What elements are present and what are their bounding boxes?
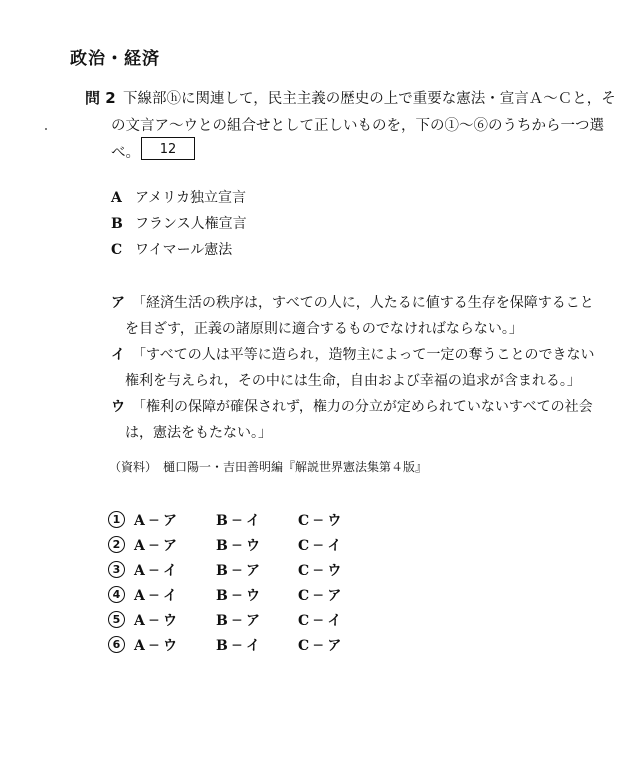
choice-pair-c: C ─ ウ	[298, 513, 342, 529]
choice-number: 3	[108, 561, 125, 578]
quote-text-line-2: 権利を与えられ，その中には生命，自由および幸福の追求が含まれる。」	[125, 373, 581, 389]
quote-text-line-1: 「権利の保障が確保されず，権力の分立が定められていないすべての社会	[132, 399, 593, 415]
choice-pair-a: A ─ ウ	[134, 613, 178, 629]
choice-pair-c: C ─ イ	[298, 613, 342, 629]
choice-pair-a: A ─ ア	[134, 538, 178, 554]
document-name: アメリカ独立宣言	[135, 190, 247, 206]
choice-pair-a: A ─ ア	[134, 513, 178, 529]
quote-text-line-2: は，憲法をもたない。」	[125, 425, 272, 441]
document-item-c	[111, 239, 232, 259]
quote-text-line-1: 「すべての人は平等に造られ，造物主によって一定の奪うことのできない	[132, 347, 595, 363]
choice-pair-c: C ─ ア	[298, 638, 342, 654]
quote-label: ウ	[111, 399, 125, 415]
document-name: ワイマール憲法	[135, 242, 233, 258]
document-letter: B	[111, 216, 123, 232]
quote-label: イ	[111, 347, 125, 363]
quote-label: ア	[111, 295, 125, 311]
question-label: 問 2	[85, 89, 116, 107]
choice-pair-c: C ─ ウ	[298, 563, 342, 579]
choice-pair-b: B ─ ア	[216, 613, 261, 629]
choice-number: 6	[108, 636, 125, 653]
choice-pair-b: B ─ イ	[216, 513, 261, 529]
choice-number: 2	[108, 536, 125, 553]
quote-text-line-1: 「経済生活の秩序は，すべての人に，人たるに値する生存を保障すること	[132, 295, 594, 311]
choice-pair-c: C ─ イ	[298, 538, 342, 554]
choice-pair-c: C ─ ア	[298, 588, 342, 604]
document-name: フランス人権宣言	[135, 216, 247, 232]
document-letter: C	[111, 242, 123, 258]
choice-pair-a: A ─ ウ	[134, 638, 178, 654]
choice-pair-a: A ─ イ	[134, 588, 178, 604]
choice-pair-b: B ─ ウ	[216, 538, 261, 554]
choice-pair-a: A ─ イ	[134, 563, 178, 579]
question-text-line-1: 下線部ⓗに関連して，民主主義の歴史の上で重要な憲法・宣言Ａ～Ｃと，そ	[123, 91, 616, 107]
answer-number-box: 12	[141, 137, 195, 160]
scan-speck	[45, 128, 47, 130]
question-text-line-2: の文言ア～ウとの組合せとして正しいものを，下の①～⑥のうちから一つ選	[111, 118, 604, 134]
choice-number: 1	[108, 511, 125, 528]
choice-number: 4	[108, 586, 125, 603]
choice-pair-b: B ─ イ	[216, 638, 261, 654]
question-text-line-3: べ。	[111, 145, 140, 161]
choice-pair-b: B ─ ウ	[216, 588, 261, 604]
choice-pair-b: B ─ ア	[216, 563, 261, 579]
source-citation: （資料） 樋口陽一・吉田善明編『解説世界憲法集第４版』	[109, 460, 428, 474]
choice-number: 5	[108, 611, 125, 628]
document-item-b	[111, 213, 247, 233]
document-letter: A	[111, 190, 122, 206]
document-item-a	[111, 187, 246, 207]
quote-text-line-2: を目ざす，正義の諸原則に適合するものでなければならない。」	[125, 321, 523, 337]
subject-heading: 政治・経済	[70, 49, 160, 69]
